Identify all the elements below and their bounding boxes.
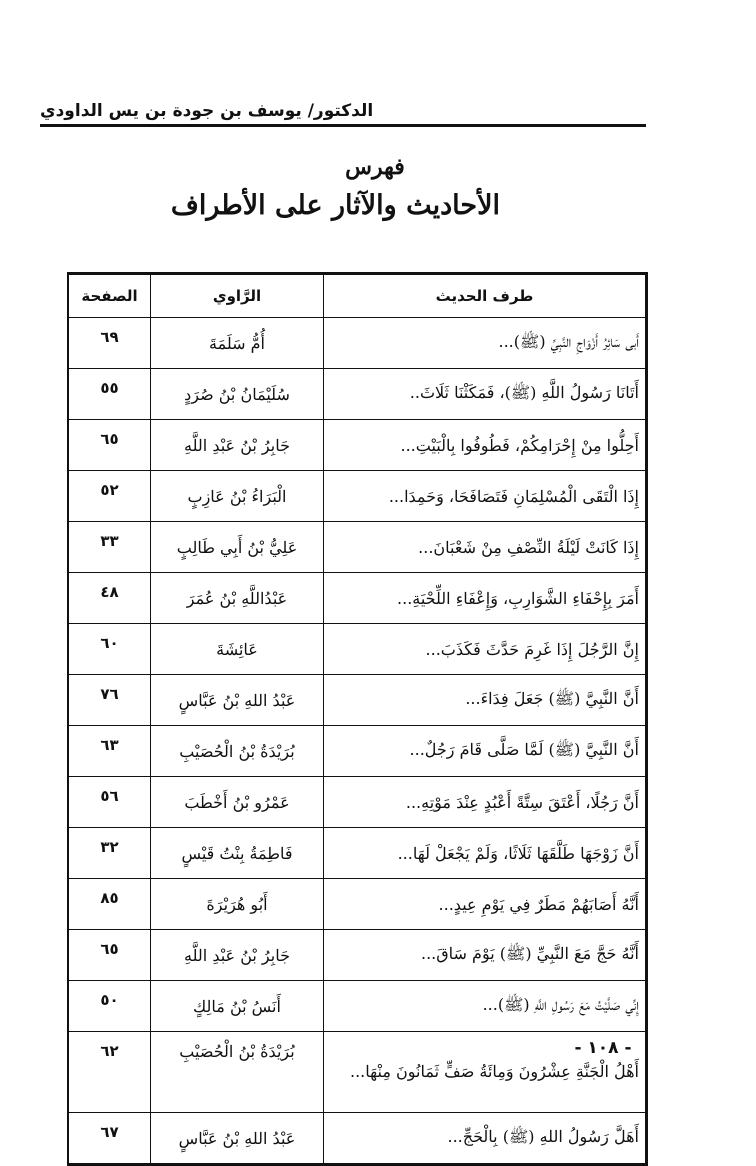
hadith-incipit: أَهَلَّ رَسُولُ اللهِ (ﷺ) بِالْحَجِّ... xyxy=(324,1113,646,1164)
index-word: فهرس xyxy=(345,154,405,180)
hadith-index-table xyxy=(67,272,648,1166)
hadith-incipit: أَحِلُّوا مِنْ إِحْرَامِكُمْ، فَطُوفُوا بِالْبَيْتِ... xyxy=(324,420,646,471)
page-reference: ٦٥ xyxy=(69,930,151,981)
page-reference: ٦٧ xyxy=(69,1113,151,1164)
narrator-name: فَاطِمَةُ بِنْتُ قَيْسٍ xyxy=(151,828,324,879)
table-row xyxy=(69,828,646,879)
page-reference: ٣٣ xyxy=(69,522,151,573)
narrator-name: الْبَرَاءُ بْنُ عَازِبٍ xyxy=(151,471,324,522)
page-reference: ٦٠ xyxy=(69,624,151,675)
running-header xyxy=(40,92,646,127)
narrator-name: عَمْرُو بْنُ أَخْطَبَ xyxy=(151,777,324,828)
page-reference: ٧٦ xyxy=(69,675,151,726)
table-row xyxy=(69,777,646,828)
page-reference: ٦٥ xyxy=(69,420,151,471)
narrator-name: بُرَيْدَةُ بْنُ الْحُصَيْبِ xyxy=(151,1032,324,1113)
page-reference: ٥٦ xyxy=(69,777,151,828)
page-reference: ٥٥ xyxy=(69,369,151,420)
hadith-incipit: أَمَرَ بِإِحْفَاءِ الشَّوَارِبِ، وَإِعْفَاءِ اللِّحْيَةِ... xyxy=(324,573,646,624)
table-row xyxy=(69,624,646,675)
table-row xyxy=(69,522,646,573)
hadith-incipit: أَنَّهُ أَصَابَهُمْ مَطَرٌ فِي يَوْمِ عِيدٍ... xyxy=(324,879,646,930)
table-row xyxy=(69,879,646,930)
table-row xyxy=(69,930,646,981)
narrator-name: أَنَسُ بْنُ مَالِكٍ xyxy=(151,981,324,1032)
table-body xyxy=(69,318,646,1164)
narrator-name: عَبْدُاللَّهِ بْنُ عُمَرَ xyxy=(151,573,324,624)
narrator-name: عَبْدُ اللهِ بْنُ عَبَّاسٍ xyxy=(151,1113,324,1164)
table-row xyxy=(69,420,646,471)
table-row xyxy=(69,981,646,1032)
hadith-incipit: إِذَا الْتَقَى الْمُسْلِمَانِ فَتَصَافَحَا، وَحَمِدَا... xyxy=(324,471,646,522)
table-row xyxy=(69,1113,646,1164)
page-reference: ٦٢ xyxy=(69,1032,151,1113)
narrator-name: عَائِشَةَ xyxy=(151,624,324,675)
hadith-incipit: أَنَّ النَّبِيَّ (ﷺ) لَمَّا صَلَّى قَامَ رَجُلٌ... xyxy=(324,726,646,777)
hadith-incipit: إِنِّي صَلَّيْتُ مَعَ رَسُولِ اللَّهِ (ﷺ)... xyxy=(324,981,646,1032)
narrator-name: سُلَيْمَانُ بْنُ صُرَدٍ xyxy=(151,369,324,420)
hadith-incipit: أَنَّ رَجُلًا، أَعْتَقَ سِتَّةً أَعْبُدٍ عِنْدَ مَوْتِهِ... xyxy=(324,777,646,828)
narrator-name: عَبْدُ اللهِ بْنُ عَبَّاسٍ xyxy=(151,675,324,726)
page-reference: ٥٠ xyxy=(69,981,151,1032)
hadith-incipit: أَنَّهُ حَجَّ مَعَ النَّبِيِّ (ﷺ) يَوْمَ سَاقَ... xyxy=(324,930,646,981)
hadith-incipit: أَبى سَائِرُ أَزْوَاجِ النَّبِيِّ (ﷺ)... xyxy=(324,318,646,369)
page-reference: ٣٢ xyxy=(69,828,151,879)
page-reference: ٥٢ xyxy=(69,471,151,522)
table-row xyxy=(69,675,646,726)
page-reference: ٨٥ xyxy=(69,879,151,930)
hadith-incipit: أَنَّ النَّبِيَّ (ﷺ) جَعَلَ فِدَاءَ... xyxy=(324,675,646,726)
narrator-name: أَبُو هُرَيْرَةَ xyxy=(151,879,324,930)
page-number: - ١٠٨ - xyxy=(574,1038,632,1058)
hadith-incipit: إِنَّ الرَّجُلَ إِذَا غَرِمَ حَدَّثَ فَكَذَبَ... xyxy=(324,624,646,675)
page-title: الأحاديث والآثار على الأطراف xyxy=(170,190,500,221)
table-row xyxy=(69,471,646,522)
table-row xyxy=(69,369,646,420)
hadith-incipit: أَنَّ زَوْجَهَا طَلَّقَهَا ثَلَاثًا، وَلَمْ يَجْعَلْ لَهَا... xyxy=(324,828,646,879)
narrator-name: أُمُّ سَلَمَةَ xyxy=(151,318,324,369)
narrator-name: جَابِرُ بْنُ عَبْدِ اللَّهِ xyxy=(151,420,324,471)
header-author: الدكتور/ يوسف بن جودة بن يس الداودي xyxy=(40,101,374,121)
hadith-incipit: إِذَا كَانَتْ لَيْلَةُ النِّصْفِ مِنْ شَعْبَانَ... xyxy=(324,522,646,573)
narrator-name: عَلِيُّ بْنُ أَبِي طَالِبٍ xyxy=(151,522,324,573)
table-row xyxy=(69,318,646,369)
page-reference: ٦٩ xyxy=(69,318,151,369)
column-header-hadith: طرف الحديث xyxy=(324,275,646,318)
narrator-name: بُرَيْدَةُ بْنُ الْحُصَيْبِ xyxy=(151,726,324,777)
hadith-incipit: أَتَانَا رَسُولُ اللَّهِ (ﷺ)، فَمَكَثْنَا ثَلَاثَ.. xyxy=(324,369,646,420)
page-reference: ٦٣ xyxy=(69,726,151,777)
column-header-page: الصفحة xyxy=(69,275,151,318)
narrator-name: جَابِرُ بْنُ عَبْدِ اللَّهِ xyxy=(151,930,324,981)
hadith-incipit: أَهْلُ الْجَنَّةِ عِشْرُونَ وَمِائَةُ صَفٍّ ثَمَانُونَ مِنْهَا... xyxy=(324,1032,646,1113)
table-header-row xyxy=(69,275,646,318)
table-row xyxy=(69,726,646,777)
table-row xyxy=(69,573,646,624)
column-header-narrator: الرَّاوي xyxy=(151,275,324,318)
page-reference: ٤٨ xyxy=(69,573,151,624)
